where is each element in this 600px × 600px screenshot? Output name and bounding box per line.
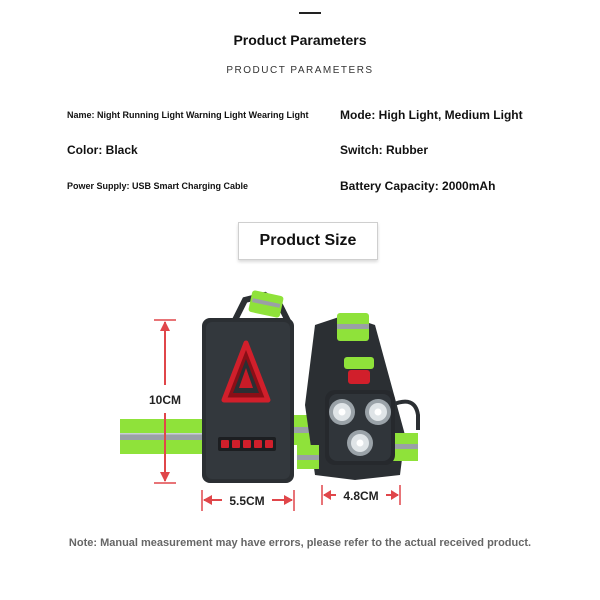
param-name: Name: Night Running Light Warning Light Wearing Light: [67, 110, 309, 120]
param-mode: Mode: High Light, Medium Light: [340, 108, 523, 122]
param-switch: Switch: Rubber: [340, 143, 429, 157]
product-size-illustration: [100, 285, 520, 515]
page-subtitle: PRODUCT PARAMETERS: [226, 65, 374, 76]
front-width-dimension: [322, 485, 400, 505]
param-power: Power Supply: USB Smart Charging Cable: [67, 181, 249, 191]
front-light-device: [325, 390, 395, 465]
led-lamp-2: [365, 399, 391, 425]
front-width-label: 4.8CM: [343, 489, 379, 503]
led-lamp-1: [329, 399, 355, 425]
led-lamp-3: [347, 430, 373, 456]
red-led-strip: [218, 437, 276, 451]
product-size-title: Product Size: [238, 222, 378, 260]
height-label: 10CM: [148, 393, 182, 407]
height-dimension: [149, 320, 181, 483]
param-color: Color: Black: [67, 143, 138, 157]
page-title: Product Parameters: [233, 32, 367, 48]
back-light-device: [202, 318, 294, 483]
back-width-label: 5.5CM: [229, 494, 265, 508]
measurement-note: Note: Manual measurement may have errors, please refer to the actual received product.: [68, 537, 532, 549]
param-battery: Battery Capacity: 2000mAh: [340, 179, 496, 193]
back-width-dimension: [202, 490, 294, 511]
top-divider: [299, 12, 321, 14]
